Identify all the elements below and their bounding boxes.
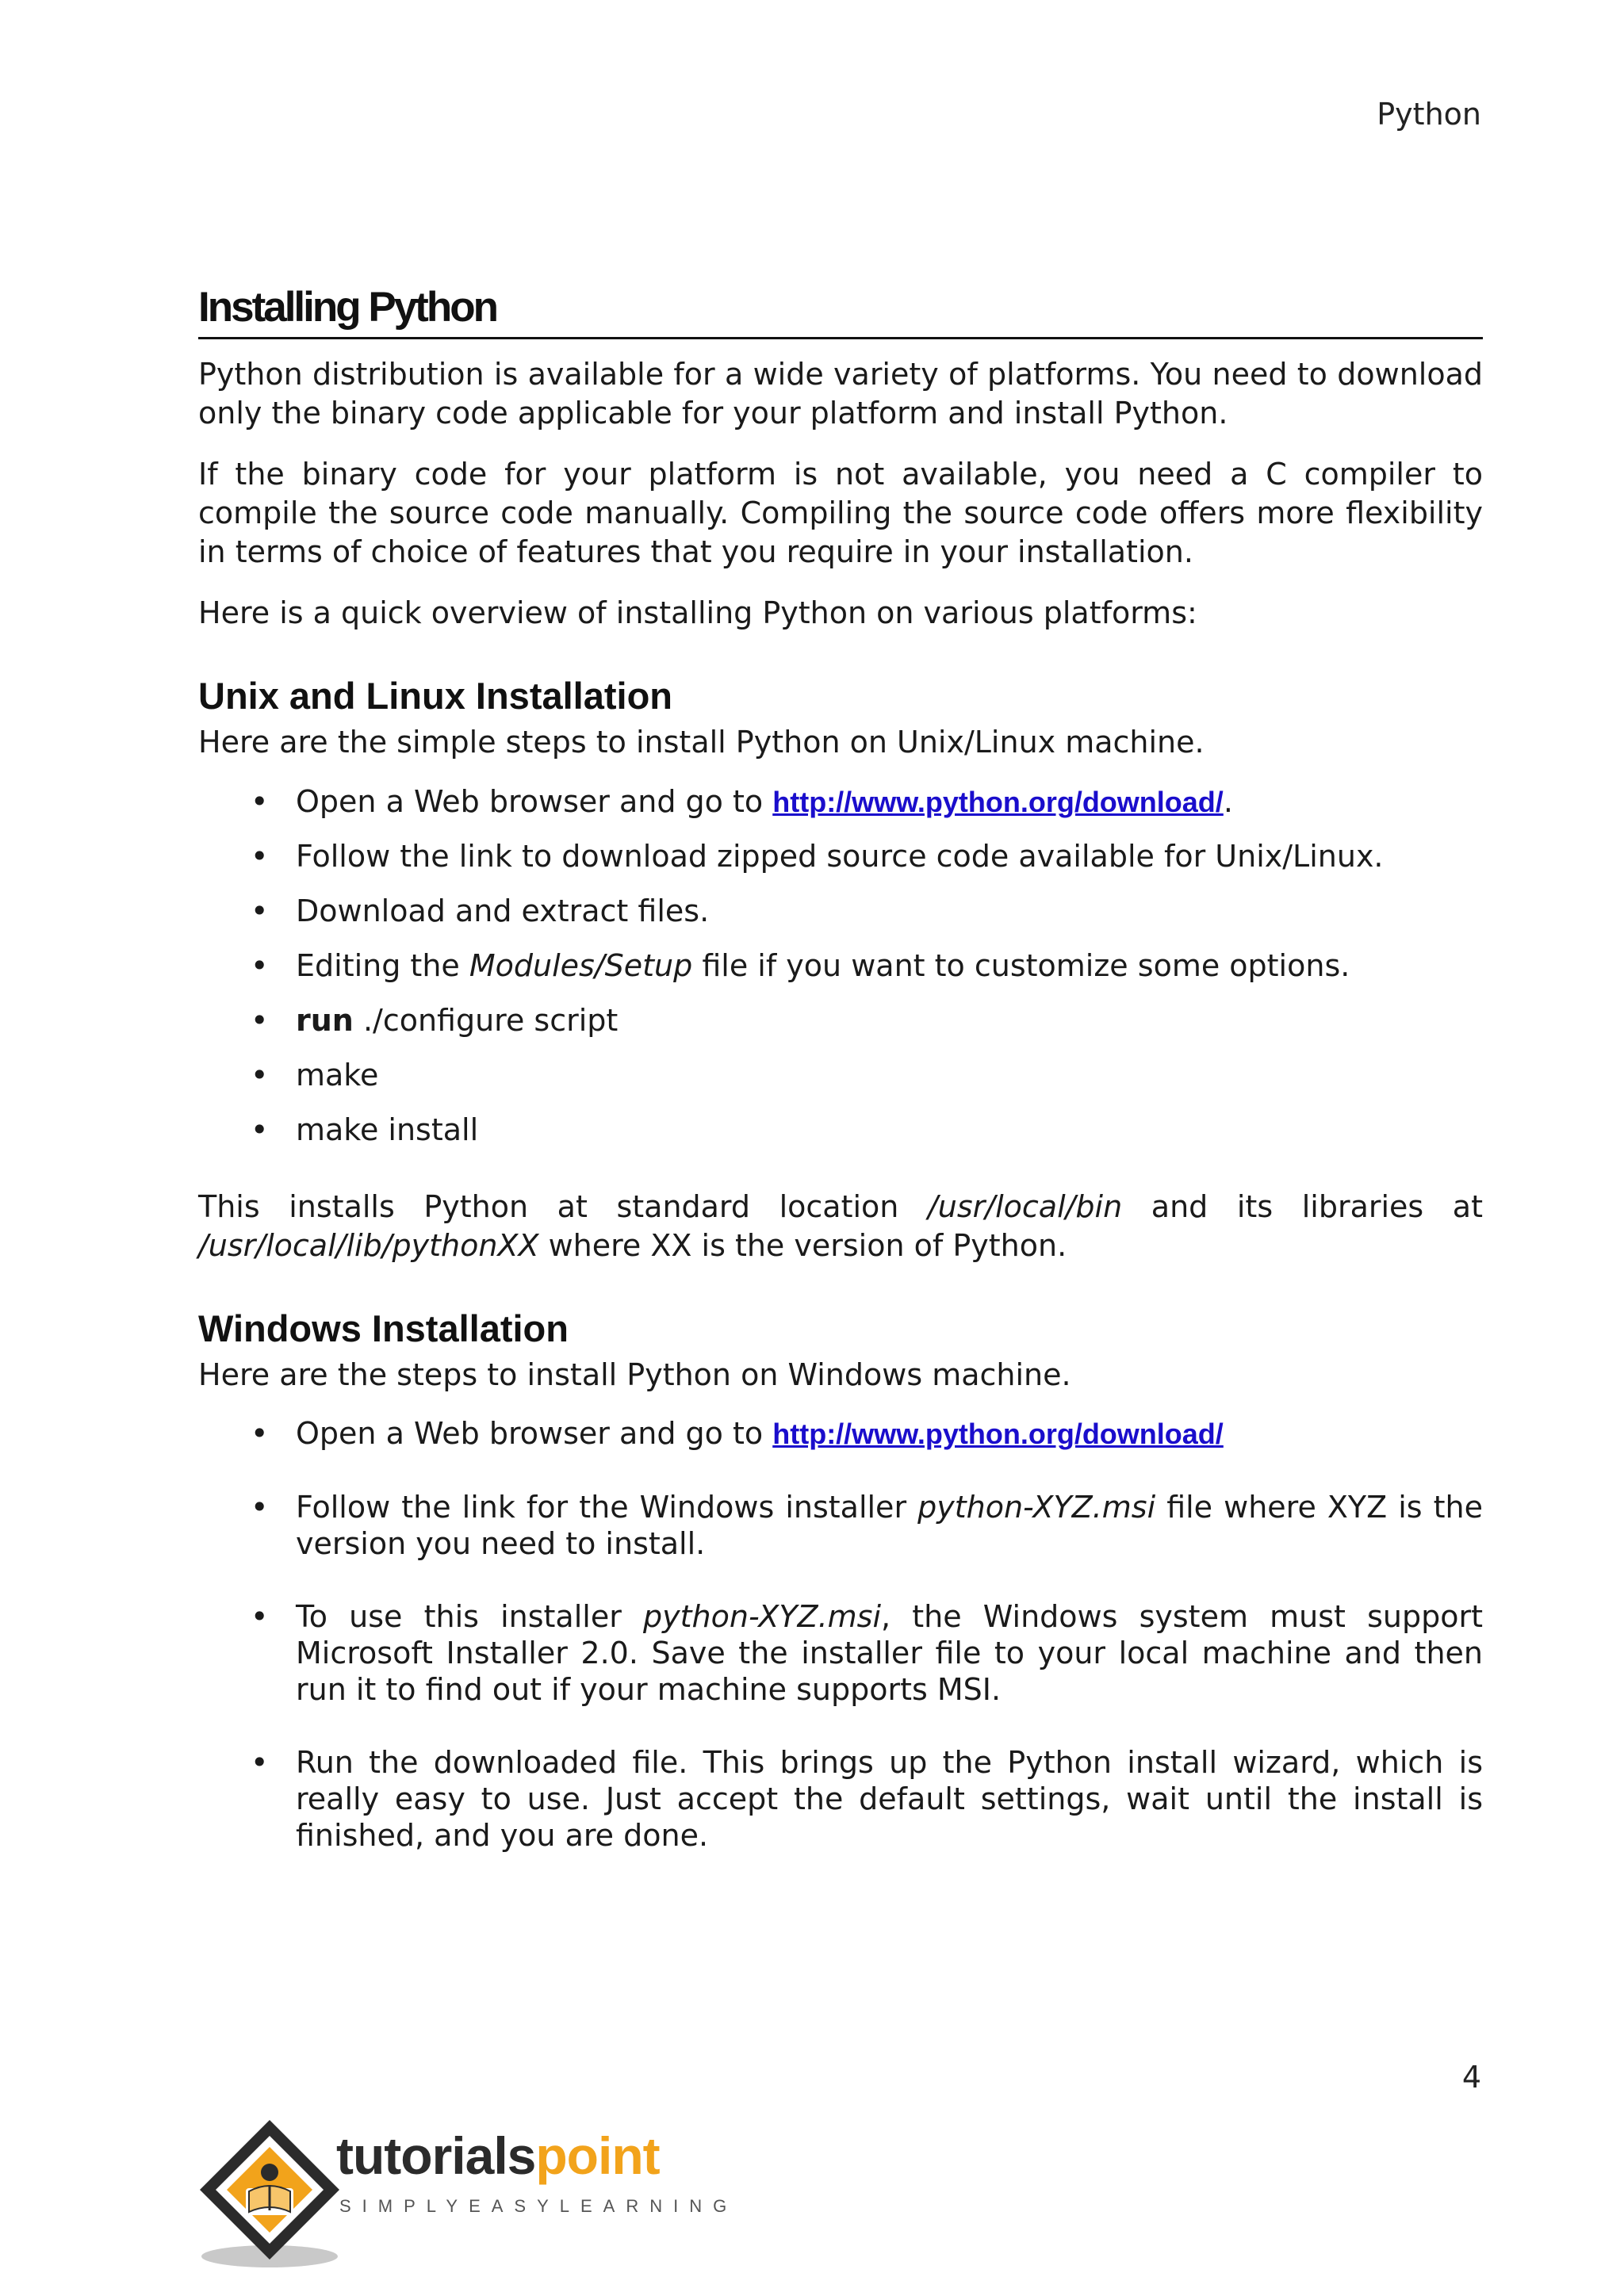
step-text: Open a Web browser and go to bbox=[296, 1415, 773, 1451]
list-item bbox=[198, 947, 1483, 985]
step-emphasis: python-XYZ.msi bbox=[643, 1598, 882, 1634]
step-text: To use this installer bbox=[296, 1598, 644, 1634]
install-location-paragraph bbox=[198, 1188, 1483, 1265]
step-bold: run bbox=[296, 1002, 354, 1038]
list-item bbox=[198, 1744, 1483, 1854]
step-text: Follow the link to download zipped source code available for Unix/Linux. bbox=[296, 838, 1384, 874]
bullet-icon: • bbox=[251, 838, 269, 874]
bullet-icon: • bbox=[251, 1057, 269, 1093]
logo-tagline: SIMPLYEASYLEARNING bbox=[339, 2196, 738, 2216]
bullet-icon: • bbox=[251, 1002, 269, 1038]
bullet-icon: • bbox=[251, 783, 269, 819]
list-item bbox=[198, 837, 1483, 876]
bullet-icon: • bbox=[251, 947, 269, 983]
step-punct: . bbox=[1223, 783, 1233, 819]
page-number: 4 bbox=[1461, 2060, 1481, 2095]
step-text: , the Windows system must support Microsoft Installer 2.0. Save the installer file to your local machine and then run it to find out if your machine supports MSI. bbox=[296, 1598, 1483, 1707]
intro-paragraph-2: If the binary code for your platform is not available, you need a C compiler to compile the source code manually. Compiling the source code offers more flexibility in terms of choice of features that you require in your installation. bbox=[198, 456, 1483, 569]
logo-word-tutorials: tutorials bbox=[336, 2126, 536, 2185]
bullet-icon: • bbox=[251, 1112, 269, 1147]
tutorialspoint-logo bbox=[193, 2115, 738, 2274]
list-item bbox=[198, 892, 1483, 931]
install-path-lib: /usr/local/lib/pythonXX bbox=[198, 1227, 539, 1263]
intro-paragraph-3: Here is a quick overview of installing Python on various platforms: bbox=[198, 595, 1197, 630]
step-text: Open a Web browser and go to bbox=[296, 783, 773, 819]
intro-paragraph-1: Python distribution is available for a wide variety of platforms. You need to download only the binary code applicable for your platform and install Python. bbox=[198, 356, 1483, 430]
unix-steps-list bbox=[198, 783, 1483, 1150]
step-text: Follow the link for the Windows installer bbox=[296, 1489, 918, 1525]
list-item bbox=[198, 1056, 1483, 1095]
step-emphasis: python-XYZ.msi bbox=[917, 1489, 1156, 1525]
unix-lead: Here are the simple steps to install Python on Unix/Linux machine. bbox=[198, 724, 1205, 760]
windows-heading: Windows Installation bbox=[198, 1307, 569, 1349]
list-item bbox=[198, 1489, 1483, 1562]
bullet-icon: • bbox=[251, 893, 269, 928]
step-emphasis: Modules/Setup bbox=[469, 947, 693, 983]
list-item bbox=[198, 783, 1483, 821]
install-text: where XX is the version of Python. bbox=[538, 1227, 1067, 1263]
install-text: and its libraries at bbox=[1122, 1188, 1483, 1224]
step-text: Editing the bbox=[296, 947, 469, 983]
unix-heading: Unix and Linux Installation bbox=[198, 674, 672, 717]
step-text: ./configure script bbox=[353, 1002, 619, 1038]
list-item bbox=[198, 1001, 1483, 1040]
windows-steps-list bbox=[198, 1415, 1483, 1854]
logo-word-point: point bbox=[535, 2126, 660, 2185]
python-download-link[interactable]: http://www.python.org/download/ bbox=[772, 785, 1224, 818]
python-download-link[interactable]: http://www.python.org/download/ bbox=[772, 1417, 1224, 1450]
step-text: file where XYZ is the version you need to install. bbox=[296, 1489, 1483, 1561]
running-header: Python bbox=[1377, 97, 1481, 132]
install-text: This installs Python at standard location bbox=[198, 1188, 928, 1224]
step-text: Download and extract files. bbox=[296, 893, 710, 928]
bullet-icon: • bbox=[251, 1598, 269, 1634]
step-text: make install bbox=[296, 1112, 479, 1147]
bullet-icon: • bbox=[251, 1744, 269, 1780]
list-item bbox=[198, 1415, 1483, 1452]
bullet-icon: • bbox=[251, 1489, 269, 1525]
step-text: file if you want to customize some options. bbox=[692, 947, 1350, 983]
list-item bbox=[198, 1111, 1483, 1150]
step-text: make bbox=[296, 1057, 379, 1093]
logo-wordmark bbox=[336, 2126, 660, 2185]
section-title: Installing Python bbox=[198, 284, 1483, 339]
bullet-icon: • bbox=[251, 1415, 269, 1451]
list-item bbox=[198, 1598, 1483, 1708]
step-text: Run the downloaded file. This brings up the Python install wizard, which is really easy to use. Just accept the default settings, wait until the install is finished, and you are done. bbox=[296, 1744, 1483, 1853]
page-content bbox=[198, 284, 1483, 1890]
logo-diamond-icon bbox=[193, 2115, 352, 2274]
windows-lead: Here are the steps to install Python on Windows machine. bbox=[198, 1357, 1071, 1392]
install-path-bin: /usr/local/bin bbox=[927, 1188, 1123, 1224]
